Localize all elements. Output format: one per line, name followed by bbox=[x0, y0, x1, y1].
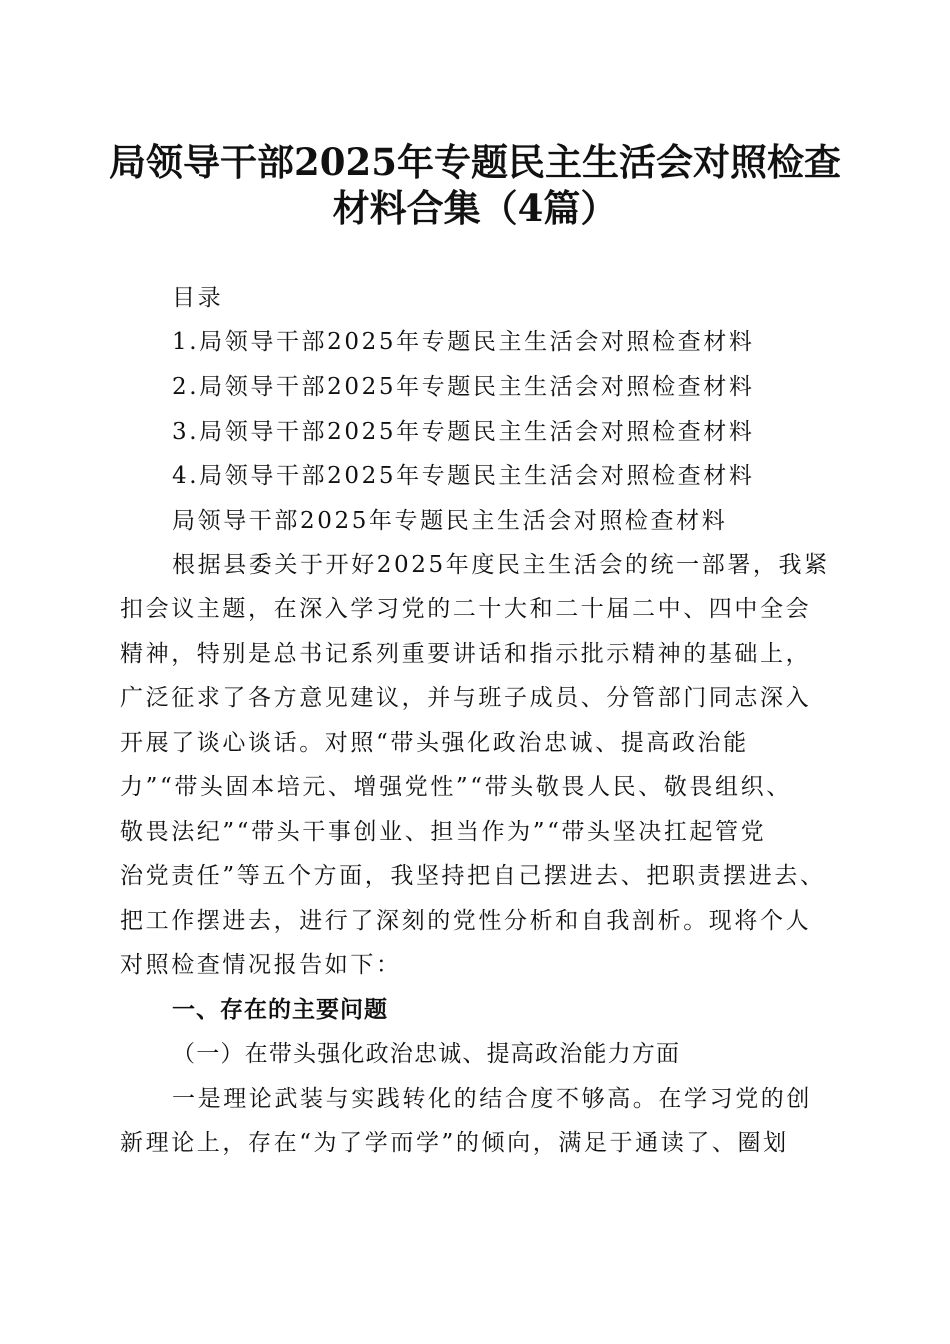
body-line-6: 力”“带头固本培元、增强党性”“带头敬畏人民、敬畏组织、 bbox=[120, 774, 792, 800]
body-line-1: 根据县委关于开好2025年度民主生活会的统一部署，我紧 bbox=[172, 552, 830, 578]
body-line-4: 广泛征求了各方意见建议，并与班子成员、分管部门同志深入 bbox=[120, 685, 812, 711]
section-heading-1: 一、存在的主要问题 bbox=[172, 996, 388, 1023]
toc-label: 目录 bbox=[172, 285, 224, 311]
body-line-10: 对照检查情况报告如下： bbox=[120, 952, 402, 978]
toc-item-2: 2.局领导干部2025年专题民主生活会对照检查材料 bbox=[172, 374, 755, 400]
para2-line-2: 新理论上，存在“为了学而学”的倾向，满足于通读了、圈划 bbox=[120, 1130, 789, 1156]
subsection-heading-1: （一）在带头强化政治忠诚、提高政治能力方面 bbox=[172, 1041, 681, 1067]
body-line-9: 把工作摆进去，进行了深刻的党性分析和自我剖析。现将个人 bbox=[120, 908, 812, 934]
toc-item-3: 3.局领导干部2025年专题民主生活会对照检查材料 bbox=[172, 419, 755, 445]
article-title: 局领导干部2025年专题民主生活会对照检查材料 bbox=[172, 508, 728, 534]
body-line-5: 开展了谈心谈话。对照“带头强化政治忠诚、提高政治能 bbox=[120, 730, 749, 756]
document-title-line-2: 材料合集（4篇） bbox=[332, 186, 618, 230]
toc-item-4: 4.局领导干部2025年专题民主生活会对照检查材料 bbox=[172, 463, 755, 489]
body-line-8: 治党责任”等五个方面，我坚持把自己摆进去、把职责摆进去、 bbox=[120, 863, 826, 889]
body-line-7: 敬畏法纪”“带头干事创业、担当作为”“带头坚决扛起管党 bbox=[120, 819, 767, 845]
para2-line-1: 一是理论武装与实践转化的结合度不够高。在学习党的创 bbox=[172, 1086, 812, 1112]
toc-item-1: 1.局领导干部2025年专题民主生活会对照检查材料 bbox=[172, 329, 755, 355]
document-title-line-1: 局领导干部2025年专题民主生活会对照检查 bbox=[109, 140, 841, 184]
body-line-3: 精神，特别是总书记系列重要讲话和指示批示精神的基础上， bbox=[120, 641, 812, 667]
body-line-2: 扣会议主题，在深入学习党的二十大和二十届二中、四中全会 bbox=[120, 596, 812, 622]
